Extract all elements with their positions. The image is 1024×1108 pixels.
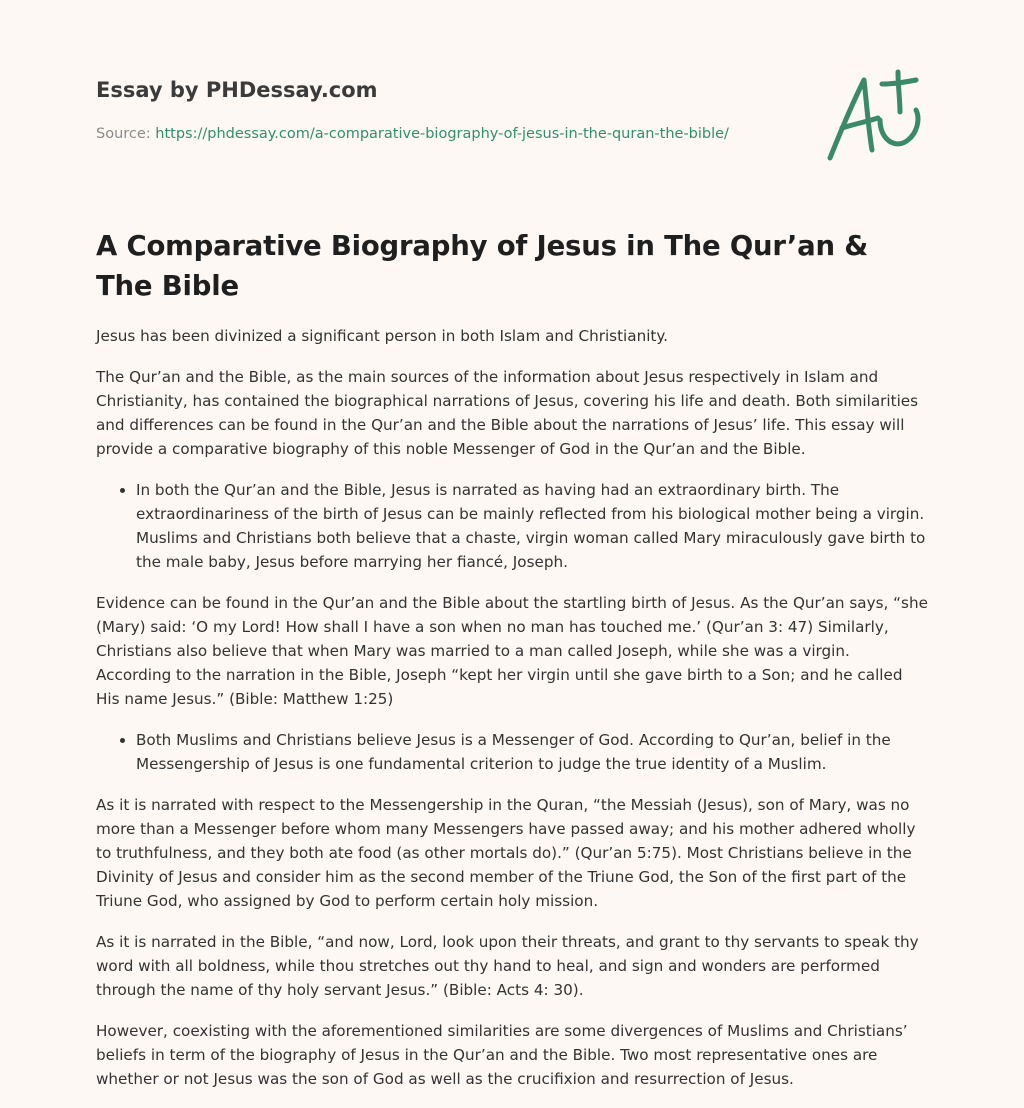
site-brand: Essay by PHDessay.com <box>96 78 378 102</box>
list-item: • In both the Qur’an and the Bible, Jesus is narrated as having had an extraordinary birth. The extraordinariness of the birth of Jesus can be mainly reflected from his biological mother being a virgin. Muslims and Christians both believe that a chaste, virgin woman called Mary miraculously gave birth to the male baby, Jesus before marrying her fiancé, Joseph. <box>136 478 928 574</box>
paragraph: The Qur’an and the Bible, as the main sources of the information about Jesus respectively in Islam and Christianity, has contained the biographical narrations of Jesus, covering his life and death. Both similarities and differences can be found in the Qur’an and the Bible about the narrations of Jesus’ life. This essay will provide a comparative biography of this noble Messenger of God in the Qur’an and the Bible. <box>96 368 919 458</box>
source-line <box>96 124 796 144</box>
list-item: • Both Muslims and Christians believe Jesus is a Messenger of God. According to Qur’an, belief in the Messengership of Jesus is one fundamental criterion to judge the true identity of a Muslim. <box>136 728 928 776</box>
source-label: Source: <box>96 126 156 142</box>
a-plus-logo-icon <box>820 66 930 166</box>
source-link[interactable]: https://phdessay.com/a-comparative-biography-of-jesus-in-the-quran-the-bible/ <box>155 126 729 142</box>
paragraph: As it is narrated with respect to the Messengership in the Quran, “the Messiah (Jesus), son of Mary, was no more than a Messenger before whom many Messengers have passed away; and his mother adhered wholly to truthfulness, and they both ate food (as other mortals do).” (Qur’an 5:75). Most Christians believe in the Divinity of Jesus and consider him as the second member of the Triune God, the Son of the first part of the Triune God, who assigned by God to perform certain holy mission. <box>96 796 916 910</box>
paragraph: As it is narrated in the Bible, “and now, Lord, look upon their threats, and grant to thy servants to speak thy word with all boldness, while thou stretches out thy hand to heal, and sign and wonders are performed through the name of thy holy servant Jesus.” (Bible: Acts 4: 30). <box>96 933 919 999</box>
paragraph: Evidence can be found in the Qur’an and the Bible about the startling birth of Jesus. As the Qur’an says, “she (Mary) said: ‘O my Lord! How shall I have a son when no man has touched me.’ (Qur’an 3: 47) Similarly, Christians also believe that when Mary was married to a man called Joseph, while she was a virgin. According to the narration in the Bible, Joseph “kept her virgin until she gave birth to a Son; and he called His name Jesus.” (Bible: Matthew 1:25) <box>96 594 928 708</box>
paragraph: Jesus has been divinized a significant person in both Islam and Christianity. <box>96 327 669 345</box>
article <box>96 226 928 1108</box>
article-title: A Comparative Biography of Jesus in The Qur’an & The Bible <box>96 230 869 302</box>
paragraph: However, coexisting with the aforementioned similarities are some divergences of Muslims and Christians’ beliefs in term of the biography of Jesus in the Qur’an and the Bible. Two most representative ones are whether or not Jesus was the son of God as well as the crucifixion and resurrection of Jesus. <box>96 1022 908 1088</box>
page-header <box>96 76 796 144</box>
bullet-list <box>96 478 928 574</box>
bullet-list <box>96 728 928 776</box>
